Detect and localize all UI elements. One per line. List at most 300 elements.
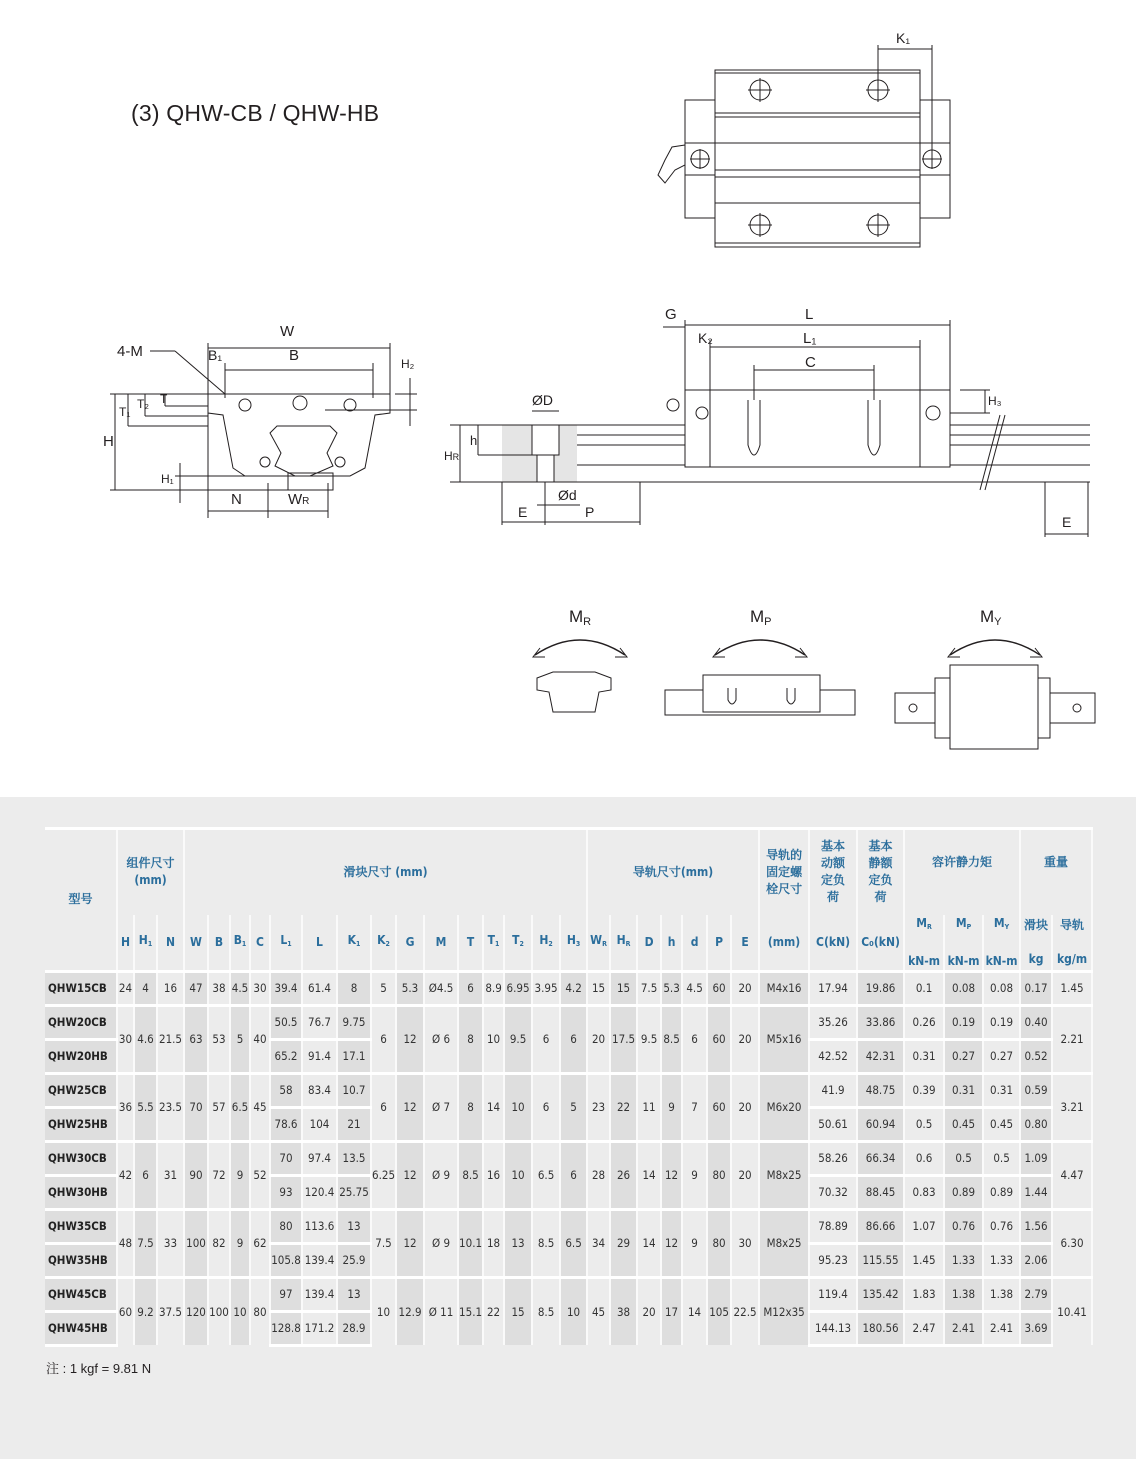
cell-H2: 8.5 (532, 1209, 560, 1277)
svg-text:H₂: H₂ (401, 357, 415, 371)
cell-WR: 28 (587, 1141, 610, 1209)
cell-E: 20 (731, 1073, 759, 1141)
col-d: d (682, 915, 707, 972)
col-h: h (661, 915, 682, 972)
cell-N: 16 (157, 971, 184, 1005)
cell-L1: 78.6 (270, 1107, 302, 1141)
col-header-model: 型号 (45, 829, 117, 972)
cell-MY: 0.89 (983, 1175, 1020, 1209)
cell-MY: 1.38 (983, 1277, 1020, 1311)
cell-bolt: M8x25 (759, 1209, 809, 1277)
cell-L1: 97 (270, 1277, 302, 1311)
cell-B: 53 (208, 1005, 230, 1073)
cell-WR: 15 (587, 971, 610, 1005)
svg-text:ØD: ØD (532, 392, 553, 408)
cell-W: 47 (184, 971, 208, 1005)
cell-P: 80 (707, 1141, 731, 1209)
cell-P: 105 (707, 1277, 731, 1345)
cell-K2: 10 (371, 1277, 396, 1345)
col-B: B (208, 915, 230, 972)
table-row (45, 1073, 1092, 1107)
cell-MR: 0.1 (904, 971, 944, 1005)
svg-text:T: T (160, 392, 168, 406)
svg-text:T₂: T₂ (137, 397, 149, 411)
model-cell: QHW25HB (45, 1107, 117, 1141)
cell-MR: 0.26 (904, 1005, 944, 1039)
cell-E: 22.5 (731, 1277, 759, 1345)
svg-text:L: L (805, 306, 814, 323)
svg-text:h: h (470, 433, 478, 448)
cell-WR: 45 (587, 1277, 610, 1345)
cell-H2: 8.5 (532, 1277, 560, 1345)
svg-text:WR: WR (288, 491, 310, 508)
cell-M: Ø 11 (424, 1277, 458, 1345)
svg-text:W: W (280, 323, 295, 340)
col-header-bolt: 导轨的固定螺栓尺寸 (759, 829, 809, 915)
model-cell: QHW45HB (45, 1311, 117, 1345)
model-cell: QHW30CB (45, 1141, 117, 1175)
cell-D: 14 (637, 1141, 661, 1209)
col-P: P (707, 915, 731, 972)
cell-B1: 6.5 (230, 1073, 250, 1141)
cell-C0: 33.86 (857, 1005, 904, 1039)
cell-h: 17 (661, 1277, 682, 1345)
col-D: D (637, 915, 661, 972)
cell-K2: 7.5 (371, 1209, 396, 1277)
cell-L: 91.4 (302, 1039, 337, 1073)
cell-WR: 20 (587, 1005, 610, 1073)
col-K2: $K_2$ (371, 915, 396, 972)
cell-T1: 18 (483, 1209, 504, 1277)
top-view-diagram (650, 25, 970, 255)
spec-table (45, 827, 1093, 1347)
col-W: W (184, 915, 208, 972)
cell-MR: 0.83 (904, 1175, 944, 1209)
cell-L1: 128.8 (270, 1311, 302, 1345)
svg-text:K₂: K₂ (698, 330, 713, 346)
cell-L1: 70 (270, 1141, 302, 1175)
cell-T: 15.1 (458, 1277, 483, 1345)
table-row (45, 1141, 1092, 1175)
svg-text:H₃: H₃ (988, 394, 1002, 408)
cell-B1: 5 (230, 1005, 250, 1073)
cell-bolt: M4x16 (759, 971, 809, 1005)
table-row (45, 1209, 1092, 1243)
svg-text:MY: MY (980, 607, 1002, 628)
cell-C: 95.23 (809, 1243, 857, 1277)
col-HR: $H_R$ (610, 915, 637, 972)
cell-WR: 34 (587, 1209, 610, 1277)
cell-rail-weight: 3.21 (1052, 1073, 1092, 1141)
cell-T1: 16 (483, 1141, 504, 1209)
cell-W: 90 (184, 1141, 208, 1209)
cell-G: 5.3 (396, 971, 424, 1005)
col-K1: $K_1$ (337, 915, 371, 972)
cell-T: 10.1 (458, 1209, 483, 1277)
cell-MY: 0.27 (983, 1039, 1020, 1073)
cell-d: 7 (682, 1073, 707, 1141)
cell-P: 60 (707, 1005, 731, 1073)
cell-C: 144.13 (809, 1311, 857, 1345)
cell-d: 9 (682, 1209, 707, 1277)
svg-text:E: E (1062, 514, 1072, 530)
side-view-diagram (440, 305, 1100, 540)
col-header-block: 滑块尺寸 (mm) (184, 829, 587, 915)
svg-text:HR: HR (444, 449, 460, 463)
cell-K1: 28.9 (337, 1311, 371, 1345)
cell-C0: 115.55 (857, 1243, 904, 1277)
cell-C: 70.32 (809, 1175, 857, 1209)
cell-L1: 105.8 (270, 1243, 302, 1277)
cell-C0: 135.42 (857, 1277, 904, 1311)
cell-HR: 26 (610, 1141, 637, 1209)
cell-C: 62 (250, 1209, 270, 1277)
model-cell: QHW20HB (45, 1039, 117, 1073)
cell-D: 7.5 (637, 971, 661, 1005)
col-G: G (396, 915, 424, 972)
cell-block: 2.79 (1020, 1277, 1052, 1311)
cell-P: 60 (707, 971, 731, 1005)
cell-block: 1.44 (1020, 1175, 1052, 1209)
cell-C: 30 (250, 971, 270, 1005)
cell-H1: 6 (134, 1141, 157, 1209)
cell-MY: 0.5 (983, 1141, 1020, 1175)
cell-h: 12 (661, 1141, 682, 1209)
col-bolt-unit: (mm) (759, 915, 809, 972)
cell-E: 30 (731, 1209, 759, 1277)
cell-G: 12 (396, 1209, 424, 1277)
cell-rail-weight: 4.47 (1052, 1141, 1092, 1209)
cell-B1: 9 (230, 1209, 250, 1277)
svg-text:Ød: Ød (558, 487, 577, 503)
cell-B1: 4.5 (230, 971, 250, 1005)
col-E: E (731, 915, 759, 972)
cell-K2: 6 (371, 1073, 396, 1141)
cell-HR: 38 (610, 1277, 637, 1345)
cell-MP: 2.41 (944, 1311, 983, 1345)
cell-MR: 1.83 (904, 1277, 944, 1311)
cell-L: 61.4 (302, 971, 337, 1005)
cell-H2: 6.5 (532, 1141, 560, 1209)
col-header-rail: 导轨尺寸(mm) (587, 829, 759, 915)
section-title: (3) QHW-CB / QHW-HB (131, 100, 380, 126)
cell-K1: 21 (337, 1107, 371, 1141)
cell-T: 8 (458, 1073, 483, 1141)
model-cell: QHW35CB (45, 1209, 117, 1243)
cell-MY: 0.76 (983, 1209, 1020, 1243)
cell-B: 100 (208, 1277, 230, 1345)
svg-text:MP: MP (750, 607, 772, 628)
cell-K1: 9.75 (337, 1005, 371, 1039)
svg-text:G: G (665, 306, 677, 323)
cell-MR: 0.5 (904, 1107, 944, 1141)
col-T: T (458, 915, 483, 972)
cell-MP: 1.38 (944, 1277, 983, 1311)
cell-M: Ø 9 (424, 1141, 458, 1209)
cell-H3: 4.2 (560, 971, 587, 1005)
spec-table-body (45, 971, 1092, 1345)
cell-H2: 6 (532, 1005, 560, 1073)
cell-HR: 29 (610, 1209, 637, 1277)
cell-H: 42 (117, 1141, 134, 1209)
cell-D: 11 (637, 1073, 661, 1141)
col-H1: $H_1$ (134, 915, 157, 972)
svg-text:L₁: L₁ (803, 330, 817, 347)
cell-C0: 66.34 (857, 1141, 904, 1175)
cell-H3: 6.5 (560, 1209, 587, 1277)
cell-T1: 8.9 (483, 971, 504, 1005)
col-dyn-unit: C(kN) (809, 915, 857, 972)
cell-N: 23.5 (157, 1073, 184, 1141)
cell-H3: 5 (560, 1073, 587, 1141)
cell-K2: 6 (371, 1005, 396, 1073)
cell-MR: 0.39 (904, 1073, 944, 1107)
cell-K2: 6.25 (371, 1141, 396, 1209)
cell-bolt: M8x25 (759, 1141, 809, 1209)
col-header-weight: 重量 (1020, 829, 1092, 915)
svg-text:E: E (518, 504, 528, 520)
cell-C0: 48.75 (857, 1073, 904, 1107)
cell-B: 57 (208, 1073, 230, 1141)
cell-d: 4.5 (682, 971, 707, 1005)
cell-MR: 1.07 (904, 1209, 944, 1243)
cell-H: 36 (117, 1073, 134, 1141)
cell-C: 119.4 (809, 1277, 857, 1311)
cell-G: 12 (396, 1141, 424, 1209)
cell-d: 6 (682, 1005, 707, 1073)
cell-MR: 0.6 (904, 1141, 944, 1175)
cell-rail-weight: 2.21 (1052, 1005, 1092, 1073)
col-T2: $T_2$ (504, 915, 532, 972)
col-mp: $M_P$ kN-m (944, 915, 983, 972)
table-row (45, 1277, 1092, 1311)
cell-block: 1.09 (1020, 1141, 1052, 1175)
cell-MY: 0.31 (983, 1073, 1020, 1107)
cell-rail-weight: 6.30 (1052, 1209, 1092, 1277)
cell-H: 24 (117, 971, 134, 1005)
cell-L: 97.4 (302, 1141, 337, 1175)
cell-MP: 0.76 (944, 1209, 983, 1243)
cell-rail-weight: 10.41 (1052, 1277, 1092, 1345)
cell-K2: 5 (371, 971, 396, 1005)
cell-L: 171.2 (302, 1311, 337, 1345)
cell-C: 45 (250, 1073, 270, 1141)
cell-block: 0.59 (1020, 1073, 1052, 1107)
cell-H2: 6 (532, 1073, 560, 1141)
cell-T: 8.5 (458, 1141, 483, 1209)
cell-C0: 42.31 (857, 1039, 904, 1073)
cell-K1: 13 (337, 1209, 371, 1243)
col-T1: $T_1$ (483, 915, 504, 972)
cell-G: 12 (396, 1073, 424, 1141)
cell-C0: 19.86 (857, 971, 904, 1005)
table-row (45, 1005, 1092, 1039)
col-header-dynamic-load: 基本动额定负荷 (809, 829, 857, 915)
cell-L: 104 (302, 1107, 337, 1141)
cell-T2: 10 (504, 1073, 532, 1141)
svg-text:C: C (805, 354, 816, 371)
cell-C0: 88.45 (857, 1175, 904, 1209)
model-cell: QHW35HB (45, 1243, 117, 1277)
cell-bolt: M6x20 (759, 1073, 809, 1141)
col-M: M (424, 915, 458, 972)
cell-block: 0.80 (1020, 1107, 1052, 1141)
col-B1: $B_1$ (230, 915, 250, 972)
col-C: C (250, 915, 270, 972)
cell-T: 8 (458, 1005, 483, 1073)
cell-T1: 22 (483, 1277, 504, 1345)
cell-block: 0.17 (1020, 971, 1052, 1005)
cell-K1: 8 (337, 971, 371, 1005)
cell-MP: 0.89 (944, 1175, 983, 1209)
cell-T: 6 (458, 971, 483, 1005)
cell-MY: 1.33 (983, 1243, 1020, 1277)
cell-W: 70 (184, 1073, 208, 1141)
cell-T2: 13 (504, 1209, 532, 1277)
svg-text:N: N (231, 491, 242, 508)
cell-H1: 7.5 (134, 1209, 157, 1277)
cell-L: 83.4 (302, 1073, 337, 1107)
col-header-moment: 容许静力矩 (904, 829, 1020, 915)
cell-C: 78.89 (809, 1209, 857, 1243)
cell-C0: 86.66 (857, 1209, 904, 1243)
cell-W: 63 (184, 1005, 208, 1073)
model-cell: QHW45CB (45, 1277, 117, 1311)
cell-T1: 14 (483, 1073, 504, 1141)
cell-h: 12 (661, 1209, 682, 1277)
cell-block: 3.69 (1020, 1311, 1052, 1345)
cell-C: 41.9 (809, 1073, 857, 1107)
cell-N: 37.5 (157, 1277, 184, 1345)
cell-MR: 2.47 (904, 1311, 944, 1345)
cell-B: 72 (208, 1141, 230, 1209)
cell-L1: 39.4 (270, 971, 302, 1005)
cell-H3: 6 (560, 1005, 587, 1073)
cell-N: 21.5 (157, 1005, 184, 1073)
cell-C: 42.52 (809, 1039, 857, 1073)
cell-K1: 25.75 (337, 1175, 371, 1209)
cell-H: 48 (117, 1209, 134, 1277)
cell-E: 20 (731, 1005, 759, 1073)
cell-K1: 13 (337, 1277, 371, 1311)
cell-B1: 9 (230, 1141, 250, 1209)
cell-bolt: M12x35 (759, 1277, 809, 1345)
cell-MP: 0.08 (944, 971, 983, 1005)
cell-D: 9.5 (637, 1005, 661, 1073)
cell-K1: 17.1 (337, 1039, 371, 1073)
cell-P: 80 (707, 1209, 731, 1277)
cell-MY: 0.45 (983, 1107, 1020, 1141)
cell-block: 2.06 (1020, 1243, 1052, 1277)
cell-B: 38 (208, 971, 230, 1005)
col-H: H (117, 915, 134, 972)
moment-diagrams (525, 600, 1125, 750)
cell-T1: 10 (483, 1005, 504, 1073)
cell-L: 139.4 (302, 1243, 337, 1277)
cell-H1: 4.6 (134, 1005, 157, 1073)
cell-L: 139.4 (302, 1277, 337, 1311)
cell-M: Ø 6 (424, 1005, 458, 1073)
cell-WR: 23 (587, 1073, 610, 1141)
col-WR: $W_R$ (587, 915, 610, 972)
cell-block: 1.56 (1020, 1209, 1052, 1243)
model-cell: QHW25CB (45, 1073, 117, 1107)
cell-d: 14 (682, 1277, 707, 1345)
model-cell: QHW30HB (45, 1175, 117, 1209)
cell-d: 9 (682, 1141, 707, 1209)
cell-MP: 0.19 (944, 1005, 983, 1039)
cell-D: 14 (637, 1209, 661, 1277)
svg-text:MR: MR (569, 607, 592, 628)
cell-T2: 10 (504, 1141, 532, 1209)
col-stat-unit: C₀(kN) (857, 915, 904, 972)
cell-T2: 9.5 (504, 1005, 532, 1073)
cell-M: Ø 7 (424, 1073, 458, 1141)
cell-MR: 0.31 (904, 1039, 944, 1073)
cell-h: 8.5 (661, 1005, 682, 1073)
col-L: L (302, 915, 337, 972)
cell-M: Ø4.5 (424, 971, 458, 1005)
cell-L: 120.4 (302, 1175, 337, 1209)
col-block-weight: 滑块 kg (1020, 915, 1052, 972)
cell-H2: 3.95 (532, 971, 560, 1005)
cell-MY: 0.08 (983, 971, 1020, 1005)
cell-MY: 2.41 (983, 1311, 1020, 1345)
col-header-static-load: 基本静额定负荷 (857, 829, 904, 915)
cell-L1: 93 (270, 1175, 302, 1209)
col-mr: $M_R$ kN-m (904, 915, 944, 972)
cell-L1: 65.2 (270, 1039, 302, 1073)
cell-block: 0.40 (1020, 1005, 1052, 1039)
cell-block: 0.52 (1020, 1039, 1052, 1073)
cell-MR: 1.45 (904, 1243, 944, 1277)
cell-K1: 25.9 (337, 1243, 371, 1277)
svg-text:B: B (289, 347, 300, 364)
cell-MP: 0.27 (944, 1039, 983, 1073)
label-k1: K₁ (896, 30, 911, 46)
cell-W: 120 (184, 1277, 208, 1345)
col-my: $M_Y$ kN-m (983, 915, 1020, 972)
cell-H: 60 (117, 1277, 134, 1345)
cell-H1: 5.5 (134, 1073, 157, 1141)
cell-HR: 17.5 (610, 1005, 637, 1073)
cell-D: 20 (637, 1277, 661, 1345)
table-row (45, 971, 1092, 1005)
cell-C: 50.61 (809, 1107, 857, 1141)
end-view-diagram (95, 318, 425, 518)
col-rail-weight: 导轨 kg/m (1052, 915, 1092, 972)
cell-HR: 15 (610, 971, 637, 1005)
cell-G: 12 (396, 1005, 424, 1073)
cell-MP: 0.31 (944, 1073, 983, 1107)
cell-MP: 0.5 (944, 1141, 983, 1175)
svg-text:B₁: B₁ (208, 347, 223, 363)
cell-h: 9 (661, 1073, 682, 1141)
svg-text:H: H (103, 433, 114, 450)
cell-h: 5.3 (661, 971, 682, 1005)
cell-K1: 13.5 (337, 1141, 371, 1175)
cell-B1: 10 (230, 1277, 250, 1345)
cell-H1: 4 (134, 971, 157, 1005)
svg-text:4-M: 4-M (117, 343, 143, 360)
cell-C: 17.94 (809, 971, 857, 1005)
cell-B: 82 (208, 1209, 230, 1277)
cell-rail-weight: 1.45 (1052, 971, 1092, 1005)
model-cell: QHW20CB (45, 1005, 117, 1039)
cell-L1: 80 (270, 1209, 302, 1243)
cell-M: Ø 9 (424, 1209, 458, 1277)
model-cell: QHW15CB (45, 971, 117, 1005)
